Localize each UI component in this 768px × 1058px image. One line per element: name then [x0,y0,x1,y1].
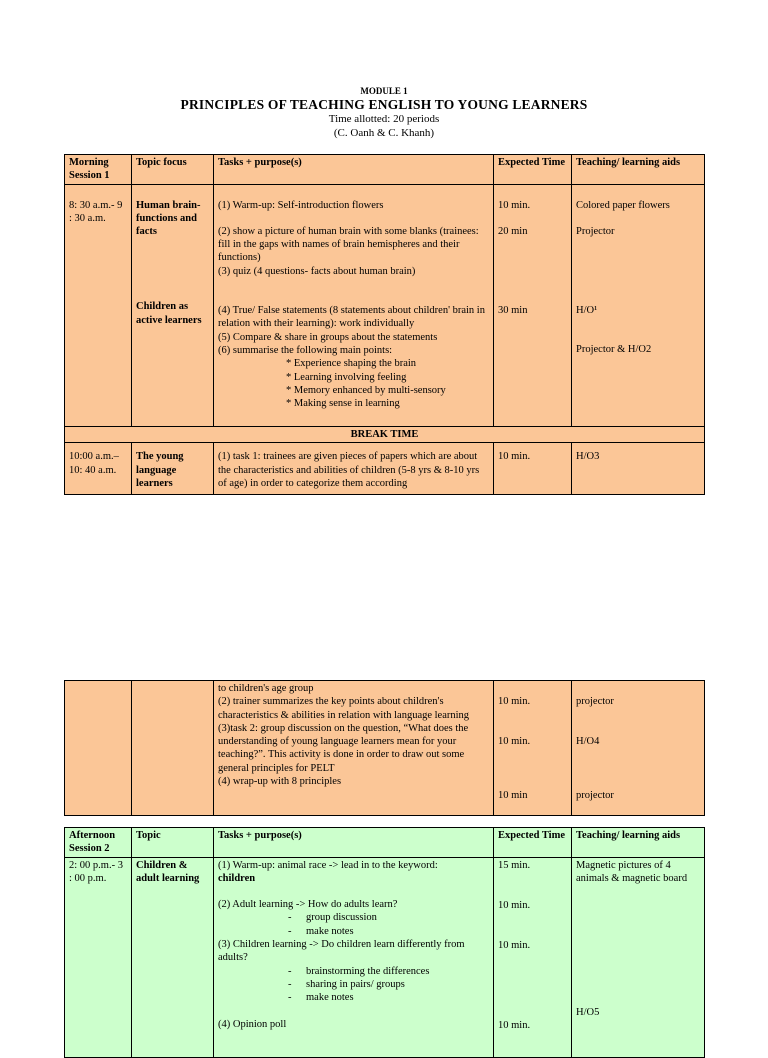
table-row [65,857,705,1057]
header-time: Expected Time [494,155,572,185]
authors: (C. Oanh & C. Khanh) [333,127,435,139]
sub-task [218,925,489,938]
session-time-text: 8: 30 a.m.- 9 : 30 a.m. [69,199,123,224]
dash-marker: - [288,912,292,924]
aids-cell [572,184,705,426]
topic-young-learners: The young language learners [136,451,184,489]
topic-cell [132,681,214,816]
task-item: (1) task 1: trainees are given pieces of papers which are about the characteristics and abilities of children (5-8 yrs & 8-10 yrs of age) in order to categorize them according [218,451,480,489]
tasks-cell [214,442,494,494]
time-cell [494,442,572,494]
header-tasks: Tasks + purpose(s) [214,155,494,185]
aid-item: H/O3 [576,451,600,463]
header-aids: Teaching/ learning aids [572,155,705,185]
dash-marker: - [288,978,292,990]
task-item: (3) Children learning -> Do children learn differently from adults? [218,939,465,964]
header-session: Afternoon Session 2 [65,828,132,858]
time-value: 20 min [498,225,528,237]
morning-session-table [64,154,705,495]
sub-task [218,991,489,1004]
sub-task-text: make notes [306,992,354,1004]
task-item: (1) Warm-up: animal race -> lead in to the keyword: [218,859,438,871]
module-label: MODULE 1 [360,86,408,96]
time-value: 10 min. [498,451,531,463]
sub-task-text: sharing in pairs/ groups [306,978,405,990]
sub-task [218,965,489,978]
session-time [65,184,132,426]
task-item: (6) summarise the following main points: [218,344,393,356]
afternoon-session-table [64,827,705,1058]
task-item: (2) Adult learning -> How do adults learn? [218,899,398,911]
summary-point: * Experience shaping the brain [286,358,417,370]
tasks-cell [214,681,494,816]
break-time: BREAK TIME [65,426,705,442]
table-header-row [65,828,705,858]
task-item: (2) show a picture of human brain with some blanks (trainees: fill in the gaps with names of brain hemispheres and their functions) [218,225,479,264]
time-value: 10 min. [498,736,531,748]
summary-point: * Making sense in learning [286,398,400,410]
table-row [65,681,705,816]
header-tasks: Tasks + purpose(s) [214,828,494,858]
tasks-cell [214,857,494,1057]
aid-item: H/O4 [576,736,600,748]
time-value: 10 min. [498,1020,531,1032]
aid-item: projector [576,696,614,707]
time-value: 15 min. [498,859,531,871]
dash-marker: - [288,965,292,977]
keyword: children [218,872,256,884]
header-topic: Topic focus [132,155,214,185]
time-value: 10 min. [498,899,531,911]
header-aids: Teaching/ learning aids [572,828,705,858]
task-item: (2) trainer summarizes the key points about children's characteristics & abilities in relation with language learning [218,696,470,721]
topic-cell [132,857,214,1057]
session-time [65,857,132,1057]
task-item: (1) Warm-up: Self-introduction flowers [218,199,384,211]
sub-task-text: brainstorming the differences [306,965,430,977]
time-cell [494,681,572,816]
time-value: 10 min. [498,199,531,211]
task-item: (5) Compare & share in groups about the statements [218,331,438,343]
continuation-table [64,680,705,816]
aid-item: Projector [576,225,615,237]
header-session: Morning Session 1 [65,155,132,185]
topic-active-learners: Children as active learners [136,301,202,326]
tasks-cell [214,184,494,426]
task-item: (4) wrap-up with 8 principles [218,776,342,788]
aid-item: Colored paper flowers [576,199,670,211]
time-cell [494,184,572,426]
sub-task-text: group discussion [306,912,377,924]
time-allotted: Time allotted: 20 periods [328,113,440,125]
module-title: PRINCIPLES OF TEACHING ENGLISH TO YOUNG LEARNERS [180,97,588,112]
task-item: (4) Opinion poll [218,1018,287,1030]
dash-marker: - [288,992,292,1004]
sub-task-text: make notes [306,925,354,937]
task-item: to children's age group [218,683,314,694]
table-row [65,442,705,494]
sub-task [218,978,489,991]
summary-point: * Memory enhanced by multi-sensory [286,384,446,396]
time-cell [494,857,572,1057]
session-time [65,681,132,816]
session-time [65,442,132,494]
summary-point: * Learning involving feeling [286,371,407,383]
aid-item: H/O5 [576,1007,600,1019]
time-value: 30 min [498,305,528,317]
dash-marker: - [288,925,292,937]
task-item: (3) quiz (4 questions- facts about human brain) [218,265,416,277]
aid-item: Magnetic pictures of 4 animals & magnetic board [576,859,688,884]
time-value: 10 min. [498,696,531,707]
aids-cell [572,857,705,1057]
aids-cell [572,681,705,816]
aid-item: Projector & H/O2 [576,344,652,356]
aids-cell [572,442,705,494]
afternoon-table-clip [64,827,705,1032]
session-time-text: 2: 00 p.m.- 3 : 00 p.m. [69,859,123,884]
topic-human-brain: Human brain- functions and facts [136,199,201,238]
topic-child-adult: Children & adult learning [136,859,200,884]
header-topic: Topic [132,828,214,858]
task-item: (4) True/ False statements (8 statements about children' brain in relation with their learning): work individually [218,305,485,330]
task-item: (3)task 2: group discussion on the question, “What does the understanding of young language learners mean for your teaching?”. This activity is done in order to draw out some general principles for PELT [218,722,469,774]
header-time: Expected Time [494,828,572,858]
topic-cell [132,442,214,494]
table-header-row [65,155,705,185]
table-row [65,184,705,426]
time-value: 10 min [498,789,528,801]
aid-item: projector [576,789,614,801]
sub-task [218,911,489,924]
break-row [65,426,705,442]
session-time-text: 10:00 a.m.– 10: 40 a.m. [69,451,119,476]
time-value: 10 min. [498,940,531,952]
aid-item: H/O¹ [576,305,598,317]
topic-cell [132,184,214,426]
